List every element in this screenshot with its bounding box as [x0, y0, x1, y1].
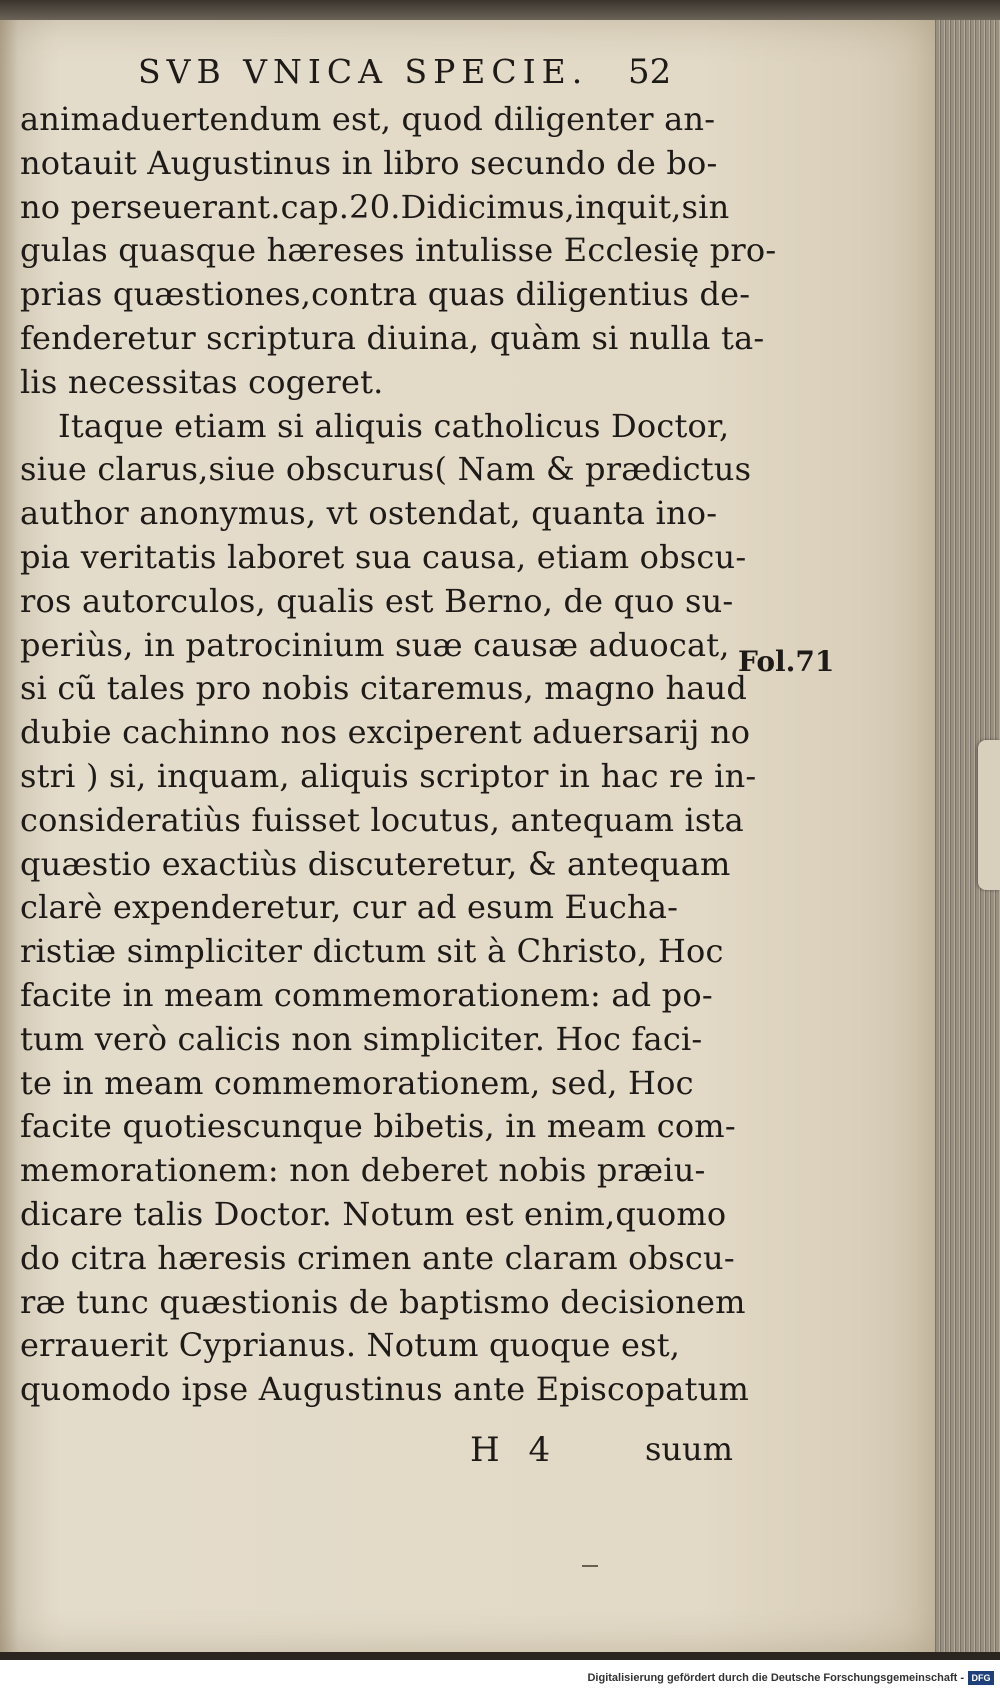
text-line: quæstio exactiùs discuteretur, & antequam [20, 844, 731, 883]
text-line: facite in meam commemorationem: ad po- [20, 975, 713, 1014]
marginal-note: Fol.71 [738, 645, 835, 678]
text-line: notauit Augustinus in libro secundo de bo- [20, 143, 718, 182]
text-line: prias quæstiones,contra quas diligentius de- [20, 275, 751, 314]
text-line: memorationem: non deberet nobis præiu- [20, 1151, 706, 1190]
text-line: pia veritatis laboret sua causa, etiam obscu- [20, 537, 747, 576]
text-line: stri ) si, inquam, aliquis scriptor in hac re in- [20, 756, 757, 795]
dfg-logo: DFG [968, 1671, 994, 1685]
text-line: consideratiùs fuisset locutus, antequam ista [20, 800, 744, 839]
text-line: si cũ tales pro nobis citaremus, magno haud [20, 669, 748, 708]
catchword: suum [645, 1430, 733, 1468]
text-line: author anonymus, vt ostendat, quanta ino- [20, 494, 718, 533]
book-top-edge [0, 0, 1000, 20]
text-line: ristiæ simpliciter dictum sit à Christo, Hoc [20, 932, 724, 971]
signature-mark: H 4 [470, 1430, 551, 1470]
ink-mark [582, 1565, 598, 1567]
text-line: errauerit Cyprianus. Notum quoque est, [20, 1326, 681, 1365]
text-line: dubie cachinno nos exciperent aduersarij no [20, 713, 751, 752]
text-line: ræ tunc quæstionis de baptismo decisionem [20, 1282, 746, 1321]
text-line: fenderetur scriptura diuina, quàm si nulla ta- [20, 318, 765, 357]
text-line: do citra hæresis crimen ante claram obscu- [20, 1238, 735, 1277]
text-line: periùs, in patrocinium suæ causæ aduocat, [20, 625, 730, 664]
digitization-credit: Digitalisierung gefördert durch die Deutsche Forschungsgemeinschaft - [587, 1672, 964, 1684]
body-text [20, 98, 777, 1412]
text-line: gulas quasque hæreses intulisse Ecclesię pro- [20, 231, 777, 270]
page-number: 52 [628, 52, 672, 92]
text-line: ros autorculos, qualis est Berno, de quo su- [20, 581, 734, 620]
text-line: animaduertendum est, quod diligenter an- [20, 100, 716, 138]
text-line: quomodo ipse Augustinus ante Episcopatum [20, 1370, 749, 1409]
text-line: facite quotiescunque bibetis, in meam com- [20, 1107, 736, 1146]
running-head: SVB VNICA SPECIE. [138, 52, 589, 91]
text-line: dicare talis Doctor. Notum est enim,quomo [20, 1194, 727, 1233]
text-line: tum verò calicis non simpliciter. Hoc faci- [20, 1019, 703, 1058]
text-line: clarè expenderetur, cur ad esum Eucha- [20, 888, 679, 927]
page-tab [978, 740, 1000, 890]
text-line: no perseuerant.cap.20.Didicimus,inquit,sin [20, 187, 730, 226]
text-line: te in meam commemorationem, sed, Hoc [20, 1063, 694, 1102]
text-line: lis necessitas cogeret. [20, 362, 384, 401]
text-line: siue clarus,siue obscurus( Nam & prædictus [20, 450, 752, 489]
paragraph-start-line: Itaque etiam si aliquis catholicus Doctor, [58, 406, 730, 445]
